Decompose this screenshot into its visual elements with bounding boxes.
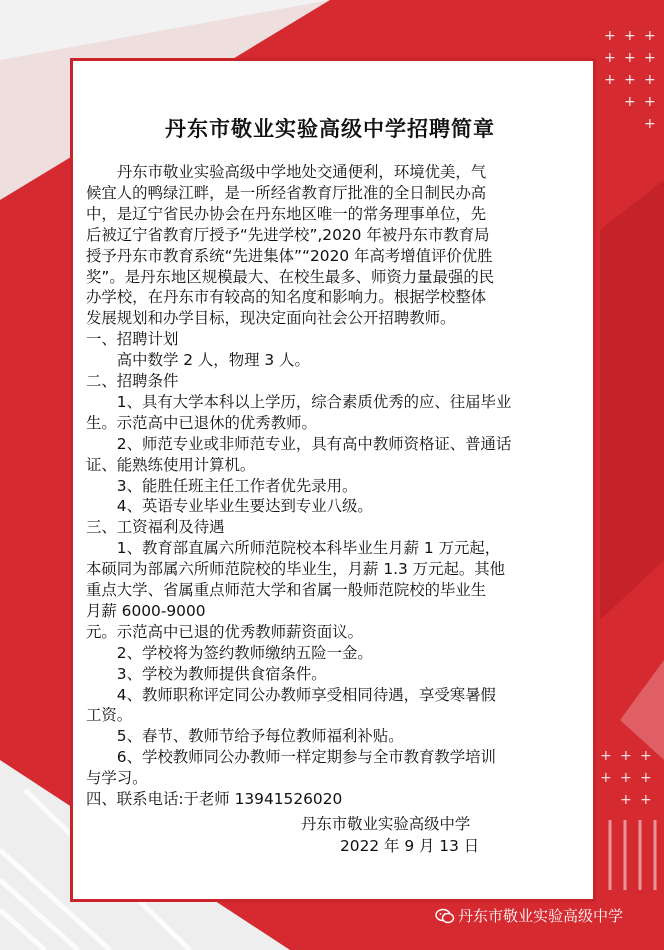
svg-text:+: + <box>604 28 616 44</box>
svg-text:+: + <box>644 94 656 110</box>
body-line: 3、能胜任班主任工作者优先录用。 <box>86 476 358 495</box>
body-line: 1、具有大学本科以上学历，综合素质优秀的应、往届毕业 <box>86 392 512 411</box>
wechat-icon <box>435 908 455 924</box>
svg-text:+: + <box>620 748 632 764</box>
body-line: 二、招聘条件 <box>86 372 179 390</box>
body-line: 中，是辽宁省民办协会在丹东地区唯一的常务理事单位，先 <box>86 204 487 223</box>
body-line: 三、工资福利及待遇 <box>86 518 225 537</box>
body-line: 4、英语专业毕业生要达到专业八级。 <box>86 497 373 516</box>
body-line: 发展规划和办学目标，现决定面向社会公开招聘教师。 <box>86 309 456 328</box>
svg-text:+: + <box>600 770 612 786</box>
svg-text:+: + <box>644 72 656 88</box>
svg-text:+: + <box>600 748 612 764</box>
body-line: 奖”。是丹东地区规模最大、在校生最多、师资力量最强的民 <box>86 267 495 286</box>
body-line: 2、学校将为签约教师缴纳五险一金。 <box>86 643 373 662</box>
body-line: 元。示范高中已退的优秀教师薪资面议。 <box>86 622 364 641</box>
body-line: 工资。 <box>86 706 133 725</box>
svg-text:+: + <box>620 792 632 808</box>
svg-text:+: + <box>620 770 632 786</box>
body-line: 办学校，在丹东市有较高的知名度和影响力。根据学校整体 <box>86 288 487 307</box>
body-line: 重点大学、省属重点师范大学和省属一般师范院校的毕业生 <box>86 581 487 599</box>
signature-organization: 丹东市敬业实验高级中学 <box>301 815 471 833</box>
svg-text:+: + <box>644 28 656 44</box>
body-line: 丹东市敬业实验高级中学地处交通便利，环境优美，气 <box>86 163 487 181</box>
body-line: 5、春节、教师节给予每位教师福利补贴。 <box>86 727 404 746</box>
svg-text:+: + <box>644 50 656 66</box>
svg-text:+: + <box>644 116 656 132</box>
svg-text:+: + <box>640 792 652 808</box>
svg-text:+: + <box>640 770 652 786</box>
body-line: 本硕同为部属六所师范院校的毕业生，月薪 1.3 万元起。其他 <box>86 560 506 579</box>
watermark-account-name: 丹东市敬业实验高级中学 <box>458 907 624 925</box>
body-line: 3、学校为教师提供食宿条件。 <box>86 664 327 683</box>
body-line: 后被辽宁省教育厅授予“先进学校”,2020 年被丹东市教育局 <box>86 225 490 244</box>
body-line: 4、教师职称评定同公办教师享受相同待遇，享受寒暑假 <box>86 685 496 704</box>
body-line: 四、联系电话:于老师 13941526020 <box>86 790 343 808</box>
poster-title: 丹东市敬业实验高级中学招聘简章 <box>165 117 495 141</box>
body-line: 与学习。 <box>86 769 148 788</box>
body-line: 高中数学 2 人，物理 3 人。 <box>86 351 310 370</box>
body-line: 1、教育部直属六所师范院校本科毕业生月薪 1 万元起， <box>86 539 501 558</box>
svg-text:+: + <box>604 50 616 66</box>
signature-date: 2022 年 9 月 13 日 <box>340 837 480 855</box>
body-line: 授予丹东市教育系统“先进集体”“2020 年高考增值评价优胜 <box>86 246 493 265</box>
svg-text:+: + <box>640 748 652 764</box>
body-line: 候宜人的鸭绿江畔，是一所经省教育厅批准的全日制民办高 <box>86 183 487 202</box>
svg-text:+: + <box>624 28 636 44</box>
body-line: 生。示范高中已退休的优秀教师。 <box>86 413 317 432</box>
svg-text:+: + <box>604 72 616 88</box>
body-line: 证、能熟练使用计算机。 <box>86 455 256 474</box>
svg-text:+: + <box>624 50 636 66</box>
svg-text:+: + <box>624 94 636 110</box>
body-line: 6、学校教师同公办教师一样定期参与全市教育教学培训 <box>86 748 496 767</box>
svg-text:+: + <box>624 72 636 88</box>
body-line: 月薪 6000-9000 <box>86 601 206 620</box>
body-line: 2、师范专业或非师范专业，具有高中教师资格证、普通话 <box>86 434 512 453</box>
body-line: 一、招聘计划 <box>86 330 179 349</box>
